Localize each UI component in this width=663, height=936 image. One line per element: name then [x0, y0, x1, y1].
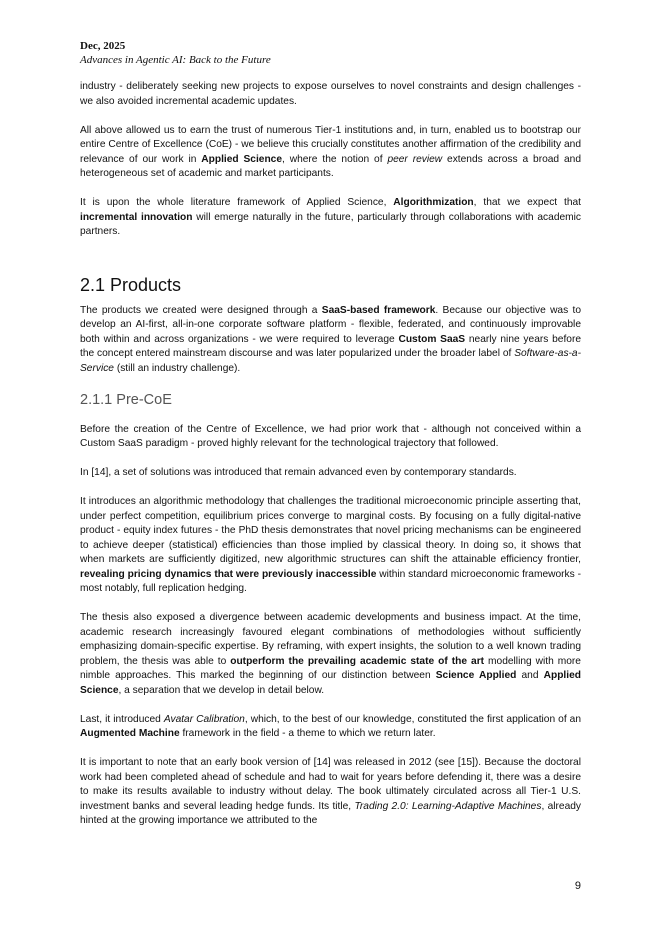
paragraph-precoe-5 — [80, 713, 581, 742]
text-run: All above allowed us to earn the trust of numerous Tier-1 institutions and, in turn, enabled us to bootstrap our entire Centre of Excellence (CoE) - we believe this crucially constitutes another affirmation of the credibility and relevance of our work in — [80, 124, 581, 165]
emphasis-italic: Avatar Calibration — [163, 713, 245, 725]
emphasis-italic: Software-as-a-Service — [80, 348, 581, 374]
text-run: It introduces an algorithmic methodology that challenges the traditional microeconomic principle asserting that, under perfect competition, equilibrium prices converge to marginal costs. By focusing on a fully digital-native product - equity index futures - the PhD thesis demonstrates that novel pricing mechanisms can be engineered to achieve deeper (statistical) efficiencies than those implied by classical theory. In doing so, it shows that when markets are sufficiently digitized, new algorithmic structures can shift the attainable efficiency frontier, — [80, 496, 581, 565]
text-run: The products we created were designed through a — [80, 304, 322, 316]
text-run: , a separation that we develop in detail below. — [118, 684, 325, 696]
body-text — [80, 80, 581, 829]
paragraph-intro-3 — [80, 196, 581, 240]
text-run: In [14], a set of solutions was introduced that remain advanced even by contemporary standards. — [80, 467, 517, 478]
text-run: nearly nine years before the concept entered mainstream discourse and was later popularized under the broader label of — [80, 333, 582, 359]
text-run: . Because our objective was to develop an AI-first, all-in-one corporate software platform - flexible, federated, and continuously improvable both within and across organizations - we were required to leverage — [80, 304, 581, 345]
subsection-heading-precoe: 2.1.1 Pre-CoE — [80, 391, 172, 408]
text-run: Last, it introduced — [80, 713, 164, 725]
paragraph-precoe-4 — [80, 611, 581, 698]
text-run: The thesis also exposed a divergence between academic developments and business impact. At the time, academic research increasingly favoured elegant combinations of methodologies without sufficiently emphasizing domain-specific expertise. By reframing, with expert insights, the solution to a well known trading problem, the thesis was able to — [80, 612, 581, 667]
text-run: and — [516, 670, 544, 681]
text-run: , where the notion of — [282, 153, 388, 165]
emphasis-bold: Augmented Machine — [80, 728, 180, 739]
emphasis-italic: peer review — [387, 153, 443, 165]
paragraph-precoe-1 — [80, 423, 581, 452]
emphasis-bold: Algorithmization — [393, 197, 474, 208]
text-run: , which, to the best of our knowledge, constituted the first application of an — [244, 713, 582, 725]
emphasis-bold: outperform the prevailing academic state of the art — [230, 655, 485, 667]
running-header-date: Dec, 2025 — [80, 40, 126, 52]
page-number: 9 — [574, 880, 581, 892]
emphasis-italic: Trading 2.0: Learning-Adaptive Machines — [354, 800, 542, 812]
emphasis-bold: Science Applied — [435, 670, 517, 681]
text-run: It is upon the whole literature framework of Applied Science, — [80, 197, 394, 208]
emphasis-bold: incremental innovation — [80, 211, 193, 223]
section-heading-products: 2.1 Products — [80, 274, 182, 295]
text-run: extends across a broad and heterogeneous set of academic and market participants. — [80, 153, 581, 179]
text-run: Before the creation of the Centre of Excellence, we had prior work that - although not conceived within a Custom SaaS paradigm - proved highly relevant for the technological trajectory that followed. — [80, 423, 581, 449]
text-run: will emerge naturally in the future, particularly through collaborations with academic partners. — [80, 211, 581, 237]
text-run: modelling with more nimble approaches. This marked the beginning of our distinction between — [80, 655, 581, 681]
text-run: industry - deliberately seeking new projects to expose ourselves to novel constraints and design challenges - we also avoided incremental academic updates. — [80, 81, 581, 107]
text-run: (still an industry challenge). — [113, 362, 241, 374]
text-run: within standard microeconomic frameworks - most notably, full replication hedging. — [80, 568, 581, 594]
paragraph-precoe-6 — [80, 756, 581, 829]
emphasis-bold: Applied Science — [201, 153, 283, 165]
text-run: , already hinted at the growing importance we attributed to the — [80, 800, 582, 826]
text-run: , that we expect that — [473, 197, 581, 208]
emphasis-bold: revealing pricing dynamics that were previously inaccessible — [80, 568, 377, 580]
emphasis-bold: Custom SaaS — [398, 333, 466, 345]
text-run: It is important to note that an early book version of [14] was released in 2012 (see [15]). Because the doctoral work had been completed ahead of schedule and had to wait for years before defending it, there was a desire to make its results available to industry without delay. The book ultimately circulated across all Tier-1 U.S. investment banks and several leading hedge funds. Its title, — [80, 757, 581, 812]
emphasis-bold: Applied Science — [80, 670, 581, 696]
paragraph-products-1 — [80, 304, 581, 377]
paragraph-precoe-3 — [80, 495, 581, 597]
running-header-title: Advances in Agentic AI: Back to the Future — [80, 54, 271, 66]
paragraph-precoe-2 — [80, 466, 581, 481]
emphasis-bold: SaaS-based framework — [321, 304, 436, 316]
text-run: framework in the field - a theme to which we return later. — [179, 728, 436, 739]
paragraph-intro-2 — [80, 124, 581, 182]
paragraph-intro-1 — [80, 80, 581, 109]
